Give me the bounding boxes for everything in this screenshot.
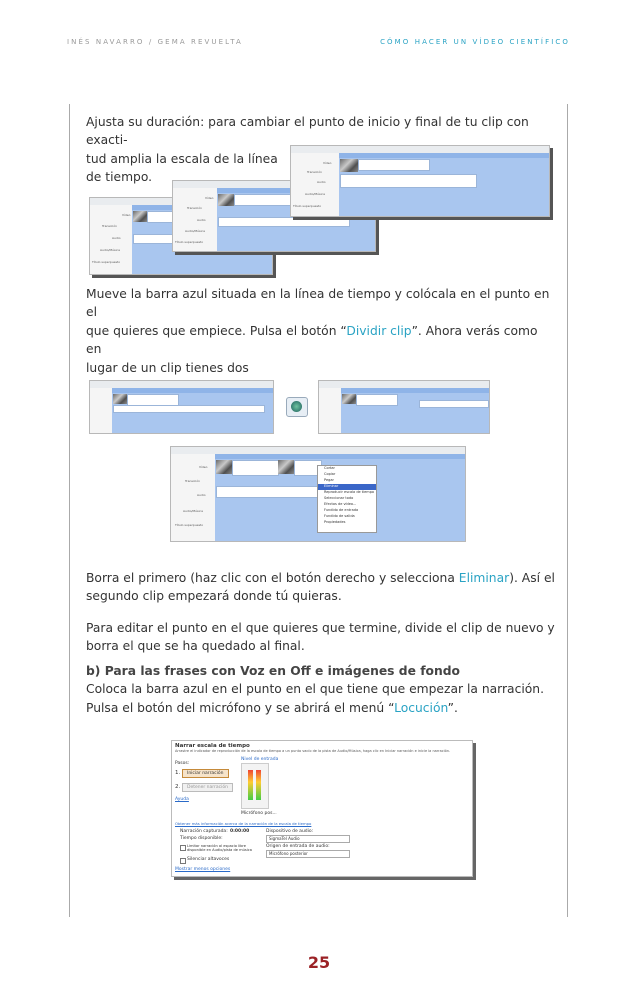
left-margin-rule — [69, 104, 70, 917]
track-label-video: Vídeo — [205, 196, 214, 200]
clip-video-second — [419, 400, 489, 408]
track-label-transition: Transición — [307, 170, 322, 174]
menu-item-cut[interactable]: Cortar — [324, 466, 335, 470]
text-segment: Pulsa el botón del micrófono y se abrirá el menú “ — [86, 700, 395, 715]
timeline-screenshot-context-menu — [170, 446, 466, 542]
menu-item-properties[interactable]: Propiedades — [324, 520, 346, 524]
input-level-label: Nivel de entrada — [241, 757, 279, 762]
text-line: Coloca la barra azul en el punto en el que tiene que empezar la narración. — [86, 682, 544, 697]
menu-item-copy[interactable]: Copiar — [324, 472, 336, 476]
menu-item-delete[interactable]: Eliminar — [318, 484, 376, 490]
track-label-video: Vídeo — [323, 161, 332, 165]
menu-item-play-timeline[interactable]: Reproducir escala de tiempo — [324, 490, 375, 494]
info-link[interactable]: Obtener más información acerca de la narración de la escala de tiempo — [175, 821, 312, 826]
track-label-audio: Audio — [197, 218, 206, 222]
running-header-title: CÓMO HACER UN VÍDEO CIENTÍFICO — [380, 38, 570, 46]
text-line: de tiempo. — [86, 170, 153, 185]
track-label-music: Audio/Música — [183, 509, 203, 513]
text-line — [86, 699, 556, 717]
level-bar-right — [256, 770, 261, 800]
menu-item-select-all[interactable]: Seleccionar todo — [324, 496, 354, 500]
track-label-video: Vídeo — [199, 465, 208, 469]
timeline-screenshot-before-split — [89, 380, 274, 434]
track-label-audio: Audio — [197, 493, 206, 497]
microphone-label: Micrófono pos... — [241, 811, 277, 816]
text-segment: ). Así el — [509, 571, 555, 585]
device-label: Dispositivo de audio: — [266, 829, 314, 834]
menu-item-fade-in[interactable]: Fundido de entrada — [324, 508, 359, 512]
dialog-title: Narrar escala de tiempo — [175, 743, 250, 749]
track-label-transition: Transición — [187, 206, 202, 210]
text-line: Mueve la barra azul situada en la línea de tiempo y colócala en el punto en el — [86, 287, 550, 320]
audio-device-select[interactable]: SigmaTel Audio — [266, 835, 350, 843]
origin-label: Origen de entrada de audio: — [266, 844, 330, 849]
clip-audio — [340, 174, 477, 188]
text-line: segundo clip empezará donde tú quieras. — [86, 589, 342, 604]
clip-thumbnail — [342, 394, 356, 404]
clip-thumbnail — [340, 159, 358, 172]
text-line — [86, 322, 556, 359]
paragraph-voice-over — [86, 662, 556, 717]
paragraph-delete-first — [86, 569, 556, 606]
split-clip-icon — [291, 401, 302, 412]
captured-label: Narración capturada: — [180, 829, 228, 834]
menu-item-video-effects[interactable]: Efectos de vídeo... — [324, 502, 357, 506]
steps-label: Pasos: — [175, 761, 190, 766]
clip-thumbnail — [113, 394, 127, 404]
timeline-screenshot-zoom-1 — [290, 145, 550, 217]
narration-dialog-screenshot — [171, 740, 473, 877]
text-line: Ajusta su duración: para cambiar el punto de inicio y final de tu clip con exacti- — [86, 115, 529, 148]
track-label-title: Título superpuesto — [92, 260, 121, 264]
track-labels — [319, 388, 342, 433]
text-segment: Borra el primero (haz clic con el botón derecho y selecciona — [86, 571, 459, 585]
track-label-transition: Transición — [185, 479, 200, 483]
paragraph-edit-end — [86, 619, 556, 656]
clip-video — [358, 159, 430, 171]
info-text-and-link — [175, 821, 311, 826]
track-label-title: Título superpuesto — [293, 204, 322, 208]
track-label-title: Título superpuesto — [175, 523, 204, 527]
mute-speakers-checkbox[interactable] — [180, 858, 186, 864]
track-label-title: Título superpuesto — [175, 240, 204, 244]
text-line: Para editar el punto en el que quieres que termine, divide el clip de nuevo y — [86, 621, 555, 635]
context-menu — [317, 465, 377, 533]
help-link[interactable]: Ayuda — [175, 797, 189, 802]
clip-video — [356, 394, 398, 406]
text-segment: que quieres que empiece. Pulsa el botón “ — [86, 323, 347, 338]
menu-item-fade-out[interactable]: Fundido de salida — [324, 514, 355, 518]
page-number: 25 — [307, 953, 331, 972]
text-segment: ”. — [447, 700, 458, 715]
highlight-delete: Eliminar — [458, 571, 510, 585]
split-clip-button[interactable] — [286, 397, 308, 417]
clip-audio — [218, 217, 350, 227]
clip-video — [232, 460, 279, 476]
clip-thumbnail-second — [278, 460, 294, 474]
clip-thumbnail — [133, 211, 147, 222]
clip-audio — [216, 486, 328, 498]
clip-audio — [113, 405, 265, 413]
track-label-music: Audio/Música — [305, 192, 325, 196]
track-label-audio: Audio — [112, 236, 121, 240]
running-header-authors: INÉS NAVARRO / GEMA REVUELTA — [67, 38, 243, 46]
track-label-audio: Audio — [317, 180, 326, 184]
clip-thumbnail — [216, 460, 232, 474]
clip-thumbnail — [218, 194, 234, 206]
start-narration-button[interactable]: Iniciar narración — [182, 769, 229, 778]
level-bar-left — [248, 770, 253, 800]
text-line — [86, 569, 556, 587]
step-1-number: 1. — [175, 770, 181, 776]
limit-narration-label: Limitar narración al espacio libre disponible en Audio/pista de música — [187, 844, 252, 852]
text-line: lugar de un clip tienes dos — [86, 360, 249, 375]
available-label: Tiempo disponible: — [180, 836, 223, 841]
step-2-number: 2. — [175, 784, 181, 790]
dialog-instructions: Arrastre el indicador de reproducción de la escala de tiempo a un punto vacío de la pista de Audio/Música, haga clic en Iniciar narración e inicie la narración. — [175, 749, 451, 753]
menu-item-paste[interactable]: Pegar — [324, 478, 334, 482]
right-margin-rule — [567, 104, 568, 917]
section-heading: b) Para las frases con Voz en Off e imágenes de fondo — [86, 664, 460, 678]
limit-narration-checkbox[interactable] — [180, 845, 186, 851]
track-label-video: Vídeo — [122, 213, 131, 217]
text-segment: ”. Ahora verás como en — [86, 323, 538, 357]
audio-origin-select[interactable]: Micrófono posterior — [266, 850, 350, 858]
stop-narration-button[interactable]: Detener narración — [182, 783, 233, 792]
timeline-screenshot-after-split — [318, 380, 490, 434]
more-options-link[interactable]: Mostrar menos opciones — [175, 867, 231, 872]
track-label-transition: Transición — [102, 224, 117, 228]
paragraph-split-clip — [86, 285, 556, 377]
highlight-split-clip: Dividir clip — [346, 323, 412, 338]
captured-value: 0:00:00 — [230, 829, 250, 834]
track-labels — [171, 454, 216, 541]
input-level-meter — [241, 763, 269, 809]
text-line: tud amplia la escala de la línea — [86, 151, 278, 166]
text-line: borra el que se ha quedado al final. — [86, 639, 305, 654]
highlight-narration: Locución — [394, 700, 448, 715]
track-labels — [90, 388, 113, 433]
track-label-music: Audio/Música — [100, 248, 120, 252]
track-label-music: Audio/Música — [185, 229, 205, 233]
mute-speakers-label: Silenciar altavoces — [187, 857, 230, 862]
